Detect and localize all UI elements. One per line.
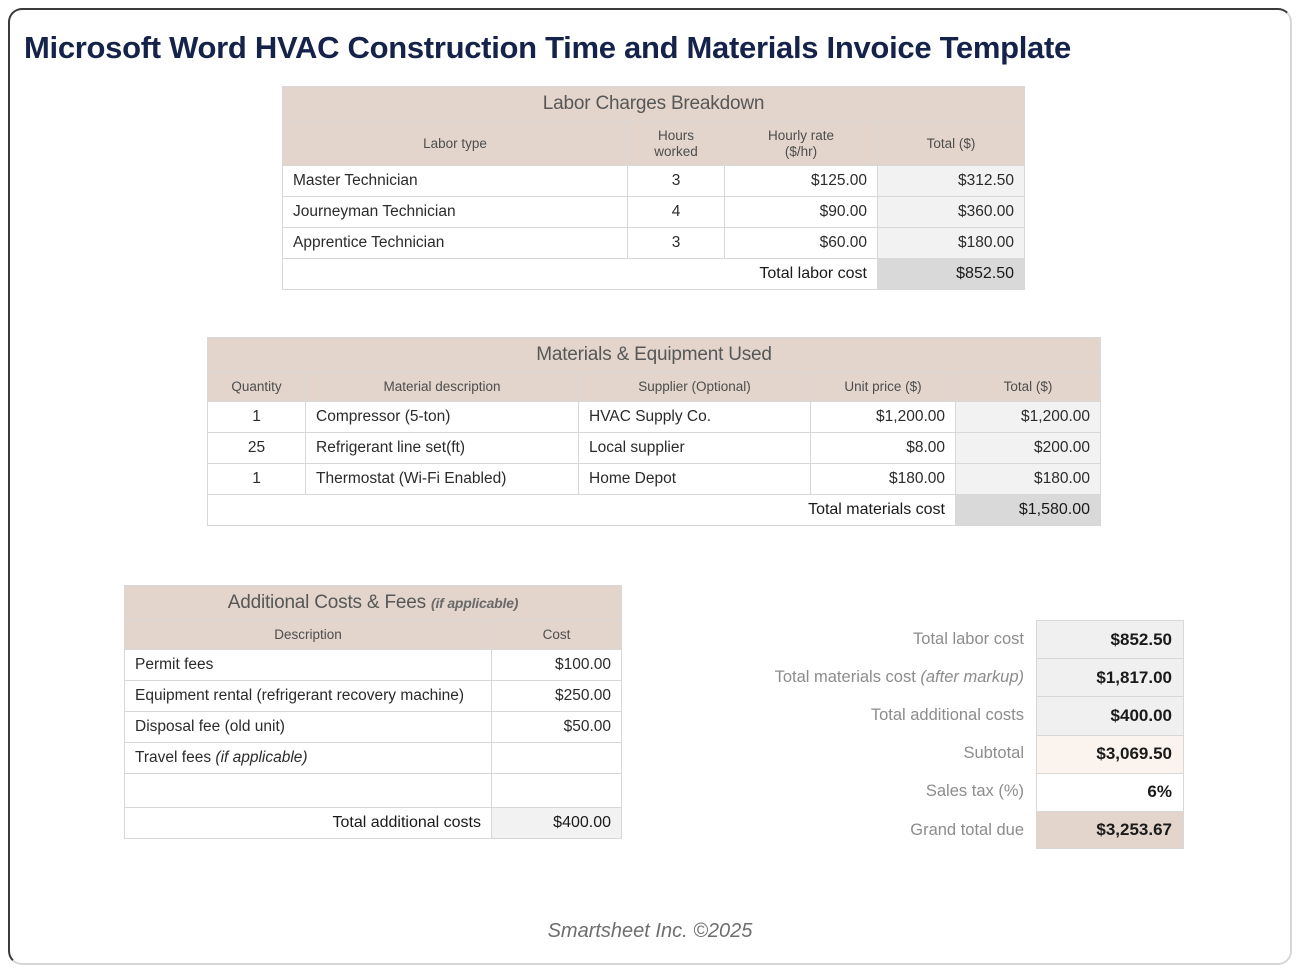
summary-value: $1,817.00 xyxy=(1036,658,1184,696)
additional-cost-cell: $250.00 xyxy=(492,680,622,711)
labor-rate-cell: $90.00 xyxy=(725,197,878,228)
invoice-summary-panel xyxy=(700,620,1184,849)
labor-section-title: Labor Charges Breakdown xyxy=(283,87,1025,122)
table-row xyxy=(125,773,622,807)
labor-col-type: Labor type xyxy=(283,122,628,166)
labor-type-cell: Journeyman Technician xyxy=(283,197,628,228)
labor-type-cell: Master Technician xyxy=(283,166,628,197)
summary-row-sales-tax xyxy=(700,773,1184,811)
materials-supplier-cell: HVAC Supply Co. xyxy=(579,401,811,432)
labor-col-hours: Hours worked xyxy=(628,122,725,166)
additional-cost-cell xyxy=(492,742,622,773)
summary-value: $400.00 xyxy=(1036,696,1184,734)
materials-equipment-table xyxy=(207,337,1101,526)
labor-section-header-row xyxy=(283,87,1025,122)
materials-total-value: $1,580.00 xyxy=(956,494,1101,525)
materials-desc-cell: Compressor (5-ton) xyxy=(306,401,579,432)
additional-desc-note: (if applicable) xyxy=(215,748,308,766)
additional-cost-cell xyxy=(492,773,622,807)
table-row xyxy=(283,228,1025,259)
additional-desc-cell: Permit fees xyxy=(125,649,492,680)
labor-total-cell: $180.00 xyxy=(878,228,1025,259)
additional-section-header-row xyxy=(125,586,622,621)
summary-row-subtotal xyxy=(700,735,1184,773)
summary-value: 6% xyxy=(1036,773,1184,811)
table-row xyxy=(208,401,1101,432)
labor-total-cell: $312.50 xyxy=(878,166,1025,197)
labor-col-total: Total ($) xyxy=(878,122,1025,166)
table-row xyxy=(283,197,1025,228)
labor-hours-cell: 3 xyxy=(628,228,725,259)
labor-rate-cell: $60.00 xyxy=(725,228,878,259)
summary-label: Sales tax (%) xyxy=(925,782,1024,801)
labor-total-value: $852.50 xyxy=(878,259,1025,290)
labor-column-header-row xyxy=(283,122,1025,166)
materials-total-label: Total materials cost xyxy=(208,494,956,525)
additional-desc-cell: Disposal fee (old unit) xyxy=(125,711,492,742)
page-title: Microsoft Word HVAC Construction Time and Materials Invoice Template xyxy=(24,30,1071,65)
additional-col-description: Description xyxy=(125,621,492,650)
materials-desc-cell: Refrigerant line set(ft) xyxy=(306,432,579,463)
table-row xyxy=(125,742,622,773)
summary-value: $3,069.50 xyxy=(1036,735,1184,773)
additional-section-note: (if applicable) xyxy=(431,595,519,611)
summary-row-grand-total-due xyxy=(700,811,1184,849)
additional-desc-cell xyxy=(125,773,492,807)
materials-total-cell: $1,200.00 xyxy=(956,401,1101,432)
labor-charges-table xyxy=(282,86,1025,290)
summary-value: $852.50 xyxy=(1036,620,1184,658)
additional-section-title: Additional Costs & Fees (if applicable) xyxy=(125,586,622,621)
labor-hours-cell: 4 xyxy=(628,197,725,228)
summary-row-total-materials-cost xyxy=(700,658,1184,696)
additional-desc-cell: Equipment rental (refrigerant recovery machine) xyxy=(125,680,492,711)
summary-label: Total additional costs xyxy=(870,705,1024,724)
materials-total-cell: $200.00 xyxy=(956,432,1101,463)
materials-total-row xyxy=(208,494,1101,525)
summary-label: Subtotal xyxy=(963,744,1024,763)
materials-col-quantity: Quantity xyxy=(208,373,306,402)
labor-rate-cell: $125.00 xyxy=(725,166,878,197)
summary-label: Total materials cost (after markup) xyxy=(774,667,1024,686)
footer-copyright: Smartsheet Inc. ©2025 xyxy=(547,920,753,942)
materials-col-description: Material description xyxy=(306,373,579,402)
materials-supplier-cell: Local supplier xyxy=(579,432,811,463)
labor-type-cell: Apprentice Technician xyxy=(283,228,628,259)
materials-total-cell: $180.00 xyxy=(956,463,1101,494)
table-row xyxy=(283,166,1025,197)
additional-costs-table xyxy=(124,585,622,839)
table-row xyxy=(208,432,1101,463)
summary-row-total-labor-cost xyxy=(700,620,1184,658)
materials-desc-cell: Thermostat (Wi-Fi Enabled) xyxy=(306,463,579,494)
table-row xyxy=(125,649,622,680)
additional-column-header-row xyxy=(125,621,622,650)
materials-column-header-row xyxy=(208,373,1101,402)
labor-col-rate: Hourly rate ($/hr) xyxy=(725,122,878,166)
additional-col-cost: Cost xyxy=(492,621,622,650)
labor-total-label: Total labor cost xyxy=(283,259,878,290)
materials-qty-cell: 25 xyxy=(208,432,306,463)
table-row xyxy=(125,711,622,742)
labor-total-cell: $360.00 xyxy=(878,197,1025,228)
additional-total-value: $400.00 xyxy=(492,807,622,838)
summary-row-total-additional-costs xyxy=(700,696,1184,734)
additional-desc-cell: Travel fees (if applicable) xyxy=(125,742,492,773)
materials-section-header-row xyxy=(208,338,1101,373)
table-row xyxy=(125,680,622,711)
additional-cost-cell: $100.00 xyxy=(492,649,622,680)
materials-unit-cell: $8.00 xyxy=(811,432,956,463)
materials-unit-cell: $180.00 xyxy=(811,463,956,494)
materials-supplier-cell: Home Depot xyxy=(579,463,811,494)
summary-label: Grand total due xyxy=(910,820,1024,839)
materials-col-unit-price: Unit price ($) xyxy=(811,373,956,402)
table-row xyxy=(208,463,1101,494)
materials-col-total: Total ($) xyxy=(956,373,1101,402)
summary-value: $3,253.67 xyxy=(1036,811,1184,849)
labor-hours-cell: 3 xyxy=(628,166,725,197)
additional-total-label: Total additional costs xyxy=(125,807,492,838)
materials-qty-cell: 1 xyxy=(208,401,306,432)
materials-qty-cell: 1 xyxy=(208,463,306,494)
labor-total-row xyxy=(283,259,1025,290)
materials-section-title: Materials & Equipment Used xyxy=(208,338,1101,373)
summary-label: Total labor cost xyxy=(913,629,1024,648)
materials-col-supplier: Supplier (Optional) xyxy=(579,373,811,402)
summary-label-note: (after markup) xyxy=(920,667,1024,686)
materials-unit-cell: $1,200.00 xyxy=(811,401,956,432)
additional-total-row xyxy=(125,807,622,838)
additional-cost-cell: $50.00 xyxy=(492,711,622,742)
